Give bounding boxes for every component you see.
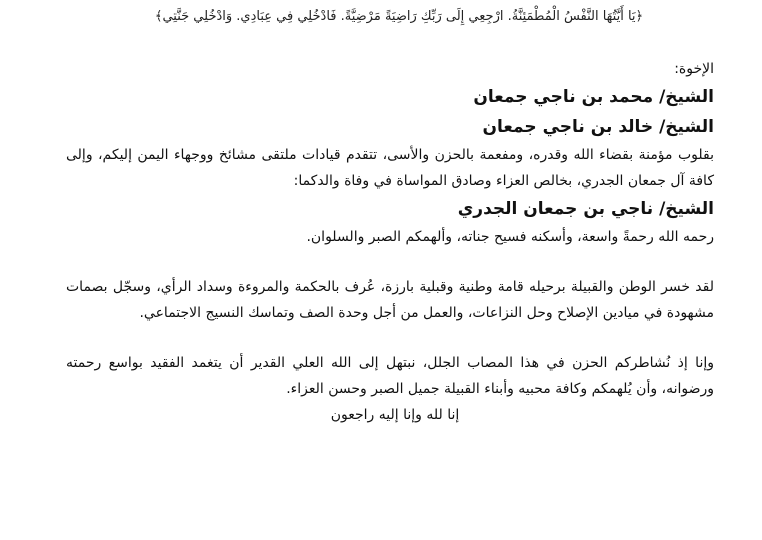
opening-paragraph: بقلوب مؤمنة بقضاء الله وقدره، ومفعمة بالحزن والأسى، تتقدم قيادات ملتقى مشائخ ووجهاء اليمن إليكم، وإلى كافة آل جمعان الجدري، بخالص العزاء وصادق المواساة في وفاة والدكما: [66, 147, 714, 189]
tribute-paragraph: لقد خسر الوطن والقبيلة برحيله قامة وطنية وقبلية بارزة، عُرف بالحكمة والمروءة وسداد الرأي، وسجّل بصمات مشهودة في ميادين الإصلاح وحل النزاعات، والعمل من أجل وحدة الصف وتماسك النسيج الاجتماعي. [66, 279, 714, 321]
closing-phrase: إنا لله وإنا إليه راجعون [330, 407, 460, 423]
quran-verse: ﴿يَا أَيَّتُهَا النَّفْسُ الْمُطْمَئِنَّةُ. ارْجِعِي إِلَى رَبِّكِ رَاضِيَةً مَرْضِيَّةً. فَادْخُلِي فِي عِبَادِي. وَادْخُلِي جَنَّتِي﴾ [154, 9, 644, 24]
addressee-1: الشيخ/ محمد بن ناجي جمعان [473, 87, 714, 107]
spacer [66, 250, 714, 274]
deceased-name: الشيخ/ ناجي بن جمعان الجدري [457, 199, 714, 219]
addressee-intro: الإخوة: [674, 61, 714, 77]
sympathy-paragraph: وإنا إذ نُشاطركم الحزن في هذا المصاب الجلل، نبتهل إلى الله العلي القدير أن يتغمد الفقيد بواسع رحمته ورضوانه، وأن يُلهمكم وكافة محبيه وأبناء القبيلة جميل الصبر وحسن العزاء. [66, 355, 714, 397]
spacer [66, 326, 714, 350]
prayer-line: رحمه الله رحمةً واسعة، وأسكنه فسيح جناته، وألهمكم الصبر والسلوان. [306, 229, 714, 245]
addressee-2: الشيخ/ خالد بن ناجي جمعان [482, 117, 714, 137]
